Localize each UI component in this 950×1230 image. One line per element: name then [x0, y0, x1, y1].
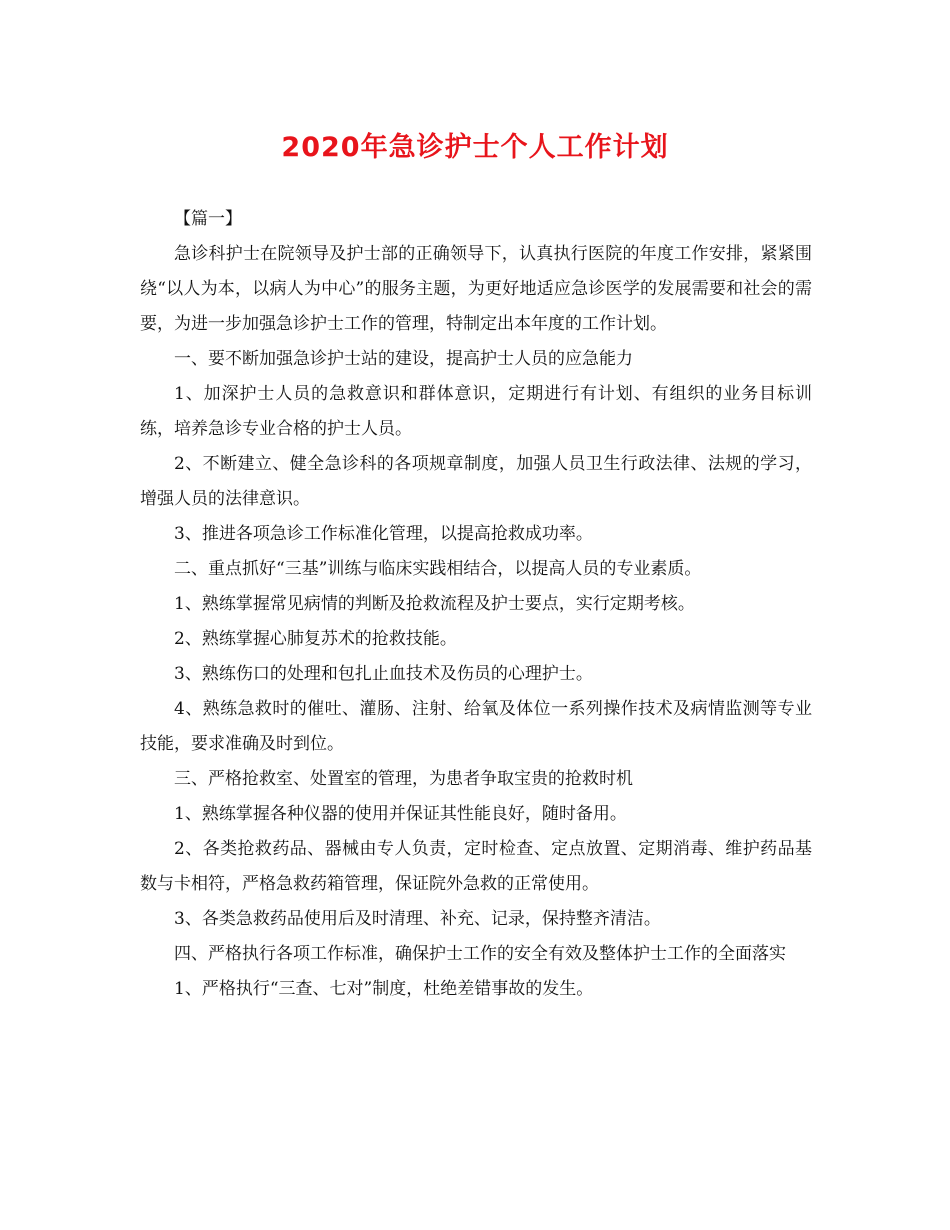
- paragraph-heading-3: 三、严格抢救室、处置室的管理，为患者争取宝贵的抢救时机: [174, 769, 633, 789]
- paragraph-item-2-1: 1、熟练掌握常见病情的判断及抢救流程及护士要点，实行定期考核。: [174, 594, 695, 614]
- paragraph-item-2-3: 3、熟练伤口的处理和包扎止血技术及伤员的心理护士。: [174, 664, 593, 684]
- document-body: [140, 202, 812, 1007]
- paragraph-heading-2: 二、重点抓好“三基”训练与临床实践相结合，以提高人员的专业素质。: [174, 559, 702, 579]
- paragraph-item-2-2: 2、熟练掌握心肺复苏术的抢救技能。: [174, 629, 457, 649]
- paragraph-item-1-1: 1、加深护士人员的急救意识和群体意识，定期进行有计划、有组织的业务目标训练，培养急诊专业合格的护士人员。: [140, 384, 812, 439]
- paragraph-item-1-3: 3、推进各项急诊工作标准化管理，以提高抢救成功率。: [174, 524, 593, 544]
- paragraph-heading-1: 一、要不断加强急诊护士站的建设，提高护士人员的应急能力: [174, 349, 633, 369]
- paragraph-item-2-4: 4、熟练急救时的催吐、灌肠、注射、给氧及体位一系列操作技术及病情监测等专业技能，要求准确及时到位。: [140, 699, 812, 754]
- document-title: 2020年急诊护士个人工作计划: [281, 132, 669, 163]
- paragraph-item-4-1: 1、严格执行“三查、七对”制度，杜绝差错事故的发生。: [174, 979, 594, 999]
- paragraph-item-3-1: 1、熟练掌握各种仪器的使用并保证其性能良好，随时备用。: [174, 804, 627, 824]
- paragraph-item-1-2: 2、不断建立、健全急诊科的各项规章制度，加强人员卫生行政法律、法规的学习，增强人员的法律意识。: [140, 454, 812, 509]
- paragraph-heading-4: 四、严格执行各项工作标准，确保护士工作的安全有效及整体护士工作的全面落实: [174, 944, 786, 964]
- paragraph-item-3-2: 2、各类抢救药品、器械由专人负责，定时检查、定点放置、定期消毒、维护药品基数与卡相符，严格急救药箱管理，保证院外急救的正常使用。: [140, 839, 812, 894]
- paragraph-item-3-3: 3、各类急救药品使用后及时清理、补充、记录，保持整齐清洁。: [174, 909, 661, 929]
- paragraph-intro: 急诊科护士在院领导及护士部的正确领导下，认真执行医院的年度工作安排，紧紧围绕“以人为本，以病人为中心”的服务主题，为更好地适应急诊医学的发展需要和社会的需要，为进一步加强急诊护士工作的管理，特制定出本年度的工作计划。: [140, 244, 812, 334]
- paragraph-section-heading: 【篇一】: [174, 209, 242, 229]
